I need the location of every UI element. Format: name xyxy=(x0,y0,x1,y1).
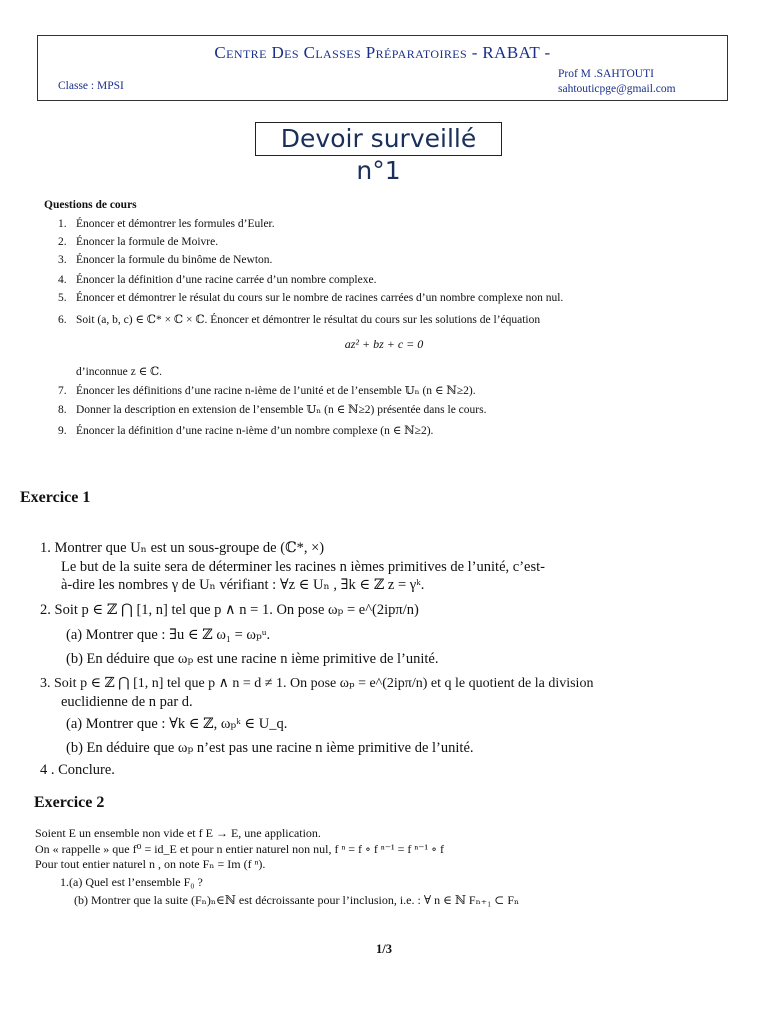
page-number: 1/3 xyxy=(376,942,392,956)
ex1-line-4: 2. Soit p ∈ ℤ ⋂ [1, n] tel que p ∧ n = 1. On pose ωₚ = e^(2ipπ/n) xyxy=(40,602,419,618)
author-block xyxy=(558,67,676,97)
ex1-line-3: à-dire les nombres γ de Uₙ vérifiant : ∀z ∈ Uₙ , ∃k ∈ ℤ z = γᵏ. xyxy=(61,577,425,593)
page-title: Devoir surveillé n°1 xyxy=(255,122,502,156)
ex2-line-1: Soient E un ensemble non vide et f E → E, une application. xyxy=(35,826,321,840)
exercise-2-title: Exercice 2 xyxy=(34,794,105,811)
ex1-line-1: 1. Montrer que Uₙ est un sous-groupe de (ℂ*, ×) xyxy=(40,540,325,556)
school-name: Centre Des Classes Préparatoires - RABAT - xyxy=(214,43,551,62)
cours-item-8: 8. Donner la description en extension de l’ensemble 𝕌ₙ (n ∈ ℕ≥2) présentée dans le cours. xyxy=(58,404,487,416)
cours-item-2: 2. Énoncer la formule de Moivre. xyxy=(58,236,219,248)
ex1-line-11: 4 . Conclure. xyxy=(40,762,115,778)
ex1-line-5: (a) Montrer que : ∃u ∈ ℤ ω₁ = ωₚᵘ. xyxy=(66,627,271,643)
ex2-line-4: 1.(a) Quel est l’ensemble F₀ ? xyxy=(60,875,203,889)
equation: az² + bz + c = 0 xyxy=(344,337,424,351)
ex1-line-8: euclidienne de n par d. xyxy=(61,694,193,710)
cours-item-5: 5. Énoncer et démontrer le résulat du cours sur le nombre de racines carrées d’un nombre complexe non nul. xyxy=(58,292,564,304)
header-box xyxy=(37,35,728,101)
author-name: Prof M .SAHTOUTI xyxy=(558,68,654,80)
cours-heading: Questions de cours xyxy=(44,199,137,211)
ex2-line-3: Pour tout entier naturel n , on note Fₙ = Im (f ⁿ). xyxy=(35,857,266,871)
ex1-line-6: (b) En déduire que ωₚ est une racine n ième primitive de l’unité. xyxy=(66,651,439,667)
ex1-line-7: 3. Soit p ∈ ℤ ⋂ [1, n] tel que p ∧ n = d ≠ 1. On pose ωₚ = e^(2ipπ/n) et q le quotient de la division xyxy=(40,676,594,691)
class-label: Classe : MPSI xyxy=(58,80,124,92)
ex2-line-5: (b) Montrer que la suite (Fₙ)ₙ∈ℕ est décroissante pour l’inclusion, i.e. : ∀ n ∈ ℕ Fₙ₊₁ ⊂ Fₙ xyxy=(74,893,520,907)
author-email: sahtouticpge@gmail.com xyxy=(558,83,676,95)
cours-item-7: 7. Énoncer les définitions d’une racine n-ième de l’unité et de l’ensemble 𝕌ₙ (n ∈ ℕ≥2). xyxy=(58,385,476,397)
equation-unknown: d’inconnue z ∈ ℂ. xyxy=(76,366,163,378)
exercise-1-title: Exercice 1 xyxy=(20,489,91,506)
cours-item-9: 9. Énoncer la définition d’une racine n-ième d’un nombre complexe (n ∈ ℕ≥2). xyxy=(58,425,434,437)
ex1-line-9: (a) Montrer que : ∀k ∈ ℤ, ωₚᵏ ∈ U_q. xyxy=(66,716,288,732)
ex1-line-10: (b) En déduire que ωₚ n’est pas une racine n ième primitive de l’unité. xyxy=(66,740,474,756)
cours-item-6: 6. Soit (a, b, c) ∈ ℂ* × ℂ × ℂ. Énoncer et démontrer le résultat du cours sur les solutions de l’équation xyxy=(58,314,541,326)
cours-item-3: 3. Énoncer la formule du binôme de Newton. xyxy=(58,254,273,266)
cours-item-1: 1. Énoncer et démontrer les formules d’Euler. xyxy=(58,218,275,230)
ex2-line-2: On « rappelle » que f⁰ = id_E et pour n entier naturel non nul, f ⁿ = f ∘ f ⁿ⁻¹ = f ⁿ⁻¹ ∘ f xyxy=(35,842,444,856)
ex1-line-2: Le but de la suite sera de déterminer les racines n ièmes primitives de l’unité, c’est- xyxy=(61,559,545,575)
cours-item-4: 4. Énoncer la définition d’une racine carrée d’un nombre complexe. xyxy=(58,274,377,286)
